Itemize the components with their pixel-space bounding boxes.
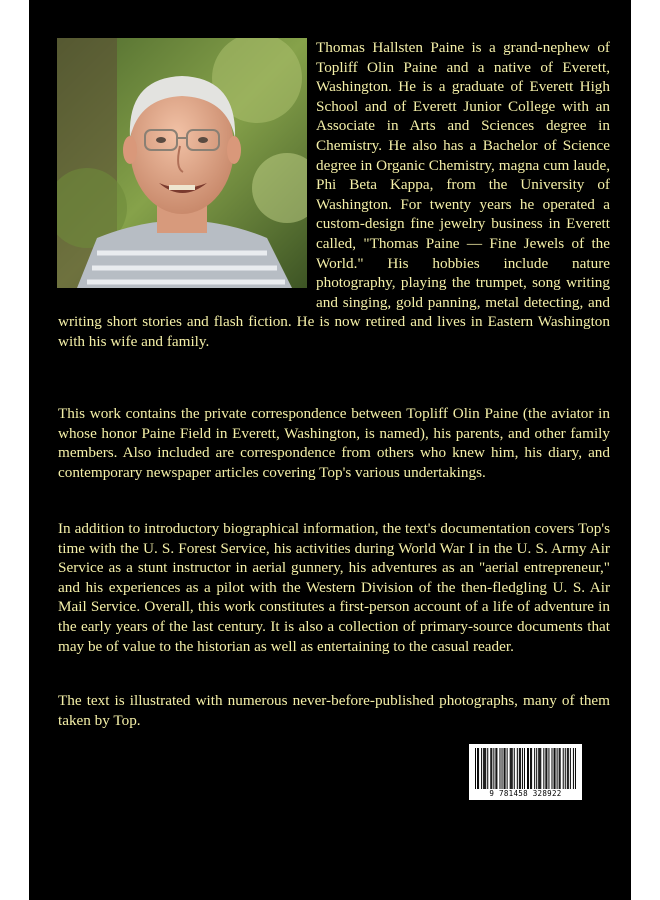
book-contents-paragraph: In addition to introductory biographical information, the text's documentation covers Top's time with the U. S. Forest Service, his activities during World War I in the U. S. Army Air Service as a stunt instructor in aerial gunnery, his adventures as an "aerial entrepreneur," and his experiences as a pilot with the Western Division of the then-fledgling U. S. Air Mail Service. Overall, this work constitutes a first-person account of a life of adventure in the early years of the last century. It is also a collection of primary-source documents that may be of value to the historian as well as entertaining to the casual reader. — [58, 520, 610, 655]
barcode-bar — [487, 748, 488, 790]
barcode-bar — [519, 748, 520, 790]
barcode-bar — [507, 748, 508, 790]
barcode-bar — [505, 748, 506, 790]
barcode-bar — [524, 748, 525, 790]
back-cover — [29, 0, 631, 900]
barcode-bar — [483, 748, 484, 790]
barcode-bar — [559, 748, 560, 790]
barcode-bar — [510, 748, 511, 790]
barcode-bar — [527, 748, 528, 790]
barcode-bar — [546, 748, 547, 790]
barcode-bar — [522, 748, 523, 790]
barcode-bar — [538, 748, 539, 790]
barcode-bar — [560, 748, 561, 790]
barcode-bar — [485, 748, 486, 790]
barcode-bar — [502, 748, 503, 790]
barcode-bar — [512, 748, 513, 790]
barcode-bar — [481, 748, 482, 790]
barcode-bar — [511, 748, 512, 790]
barcode-bar — [548, 748, 549, 790]
barcode-bar — [520, 748, 521, 790]
barcode-bar — [499, 748, 500, 790]
barcode-bar — [568, 748, 569, 790]
barcode-bar — [536, 748, 537, 790]
isbn-barcode — [469, 744, 582, 800]
barcode-bar — [496, 748, 497, 790]
barcode-bar — [534, 748, 535, 790]
barcode-bar — [477, 748, 478, 790]
barcode-bar — [539, 748, 540, 790]
author-bio-text: Thomas Hallsten Paine is a grand-nephew of Topliff Olin Paine and a native of Everett, Washington. He is a graduate of Everett High School and of Everett Junior College with an Associate in Arts and Sciences degree in Chemistry. He also has a Bachelor of Science degree in Organic Chemistry, magna cum laude, Phi Beta Kappa, from the University of Washington. For twenty years he operated a custom-design fine jewelry business in Everett called, "Thomas Paine — Fine Jewels of the World." His hobbies include nature photography, playing the trumpet, song writing and singing, gold panning, metal detecting, and writing short stories and flash fiction. He is now retired and lives in Eastern Washington with his wife and family. — [58, 39, 610, 350]
barcode-bar — [530, 748, 531, 790]
barcode-bar — [565, 748, 566, 790]
barcode-bar — [552, 748, 553, 790]
author-bio — [58, 38, 610, 352]
illustrations-paragraph: The text is illustrated with numerous never-before-published photographs, many of them taken by Top. — [58, 692, 610, 729]
barcode-bar — [570, 748, 571, 790]
barcode-bar — [554, 748, 555, 790]
barcode-bars — [469, 744, 582, 790]
barcode-bar — [514, 748, 515, 790]
barcode-bar — [517, 748, 518, 790]
barcode-bar — [504, 748, 505, 790]
barcode-bar — [493, 748, 494, 790]
barcode-bar — [495, 748, 496, 790]
barcode-bar — [528, 748, 529, 790]
photo-float-spacer — [58, 38, 316, 308]
book-description-paragraph: This work contains the private correspondence between Topliff Olin Paine (the aviator in whose honor Paine Field in Everett, Washington, is named), his parents, and other family members. Also included are correspondence from others who knew him, his diary, and contemporary newspaper articles covering Top's various undertakings. — [58, 405, 610, 481]
barcode-bar — [478, 748, 479, 790]
barcode-bar — [540, 748, 541, 790]
barcode-bar — [491, 748, 492, 790]
barcode-bar — [573, 748, 574, 790]
barcode-bar — [490, 748, 491, 790]
barcode-bar — [557, 748, 558, 790]
barcode-bar — [543, 748, 544, 790]
barcode-bar — [545, 748, 546, 790]
barcode-bar — [575, 748, 576, 790]
barcode-bar — [567, 748, 568, 790]
barcode-bar — [555, 748, 556, 790]
barcode-bar — [484, 748, 485, 790]
barcode-bar — [531, 748, 532, 790]
barcode-digits: 9 781458 328922 — [469, 789, 582, 798]
barcode-bar — [563, 748, 564, 790]
barcode-bar — [475, 748, 476, 790]
